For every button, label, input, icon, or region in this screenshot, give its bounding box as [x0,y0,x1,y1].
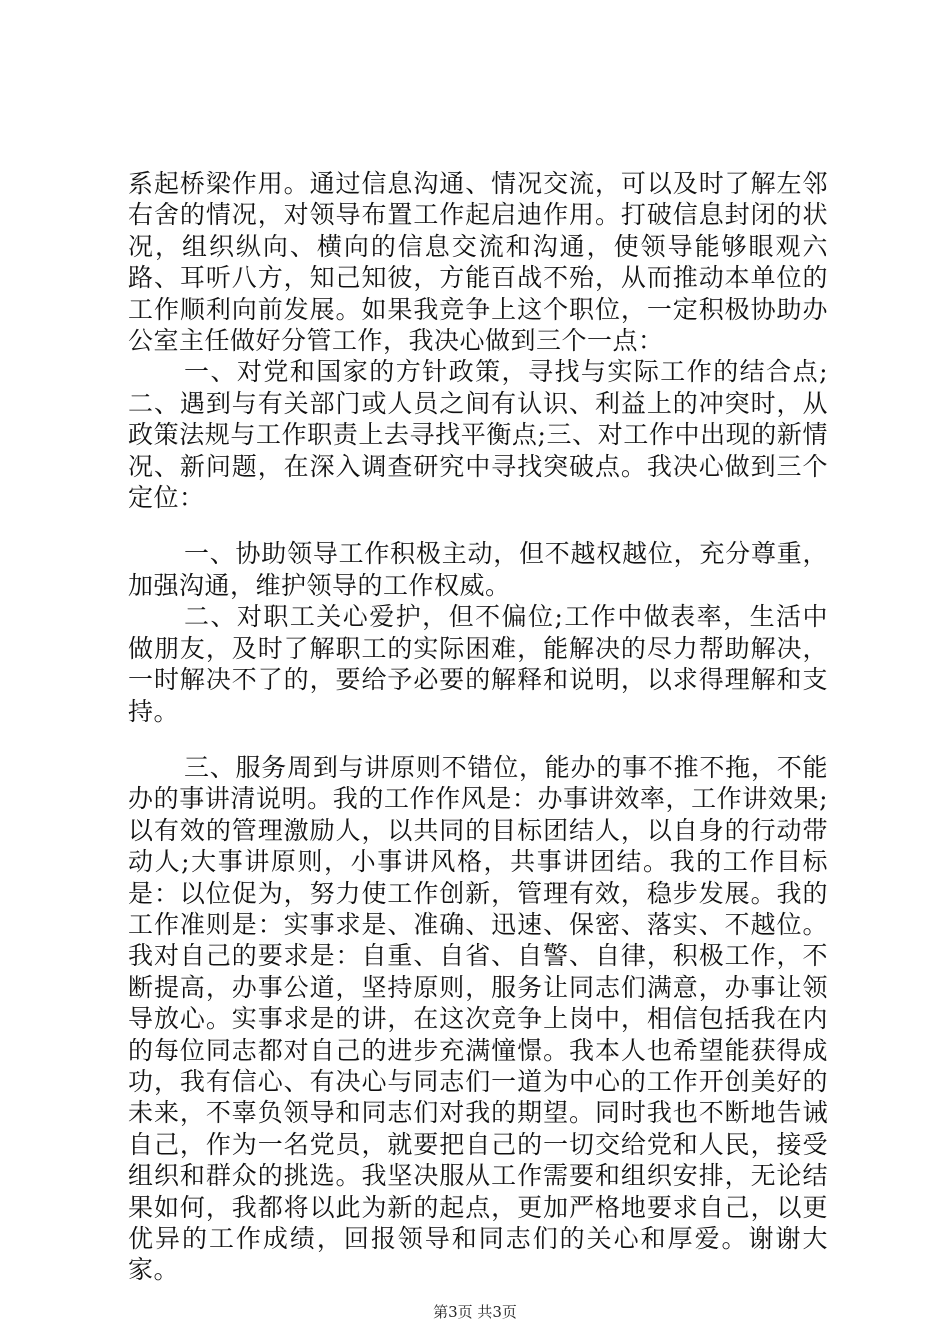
paragraph-position-one: 一、协助领导工作积极主动，但不越权越位，充分尊重，加强沟通，维护领导的工作权威。 [128,539,828,600]
paragraph-position-two: 二、对职工关心爱护，但不偏位;工作中做表率，生活中做朋友，及时了解职工的实际困难，能解决的尽力帮助解决，一时解决不了的，要给予必要的解释和说明，以求得理解和支持。 [128,602,828,726]
paragraph-position-three: 三、服务周到与讲原则不错位，能办的事不推不拖，不能办的事讲清说明。我的工作作风是：办事讲效率，工作讲效果;以有效的管理激励人，以共同的目标团结人，以自身的行动带动人;大事讲原则，小事讲风格，共事讲团结。我的工作目标是：以位促为，努力使工作创新，管理有效，稳步发展。我的工作准则是：实事求是、准确、迅速、保密、落实、不越位。我对自己的要求是：自重、自省、自警、自律，积极工作，不断提高，办事公道，坚持原则，服务让同志们满意，办事让领导放心。实事求是的讲，在这次竞争上岗中，相信包括我在内的每位同志都对自己的进步充满憧憬。我本人也希望能获得成功，我有信心、有决心与同志们一道为中心的工作开创美好的未来，不辜负领导和同志们对我的期望。同时我也不断地告诫自己，作为一名党员，就要把自己的一切交给党和人民，接受组织和群众的挑选。我坚决服从工作需要和组织安排，无论结果如何，我都将以此为新的起点，更加严格地要求自己，以更优异的工作成绩，回报领导和同志们的关心和厚爱。谢谢大家。 [128,752,828,1285]
page-footer: 第3页 共3页 [433,1303,517,1321]
document-body [128,168,828,1286]
paragraph-continuation: 系起桥梁作用。通过信息沟通、情况交流，可以及时了解左邻右舍的情况，对领导布置工作起启迪作用。打破信息封闭的状况，组织纵向、横向的信息交流和沟通，使领导能够眼观六路、耳听八方，知己知彼，方能百战不殆，从而推动本单位的工作顺利向前发展。如果我竞争上这个职位，一定积极协助办公室主任做好分管工作，我决心做到三个一点： [128,169,828,356]
paragraph-three-points: 一、对党和国家的方针政策，寻找与实际工作的结合点;二、遇到与有关部门或人员之间有认识、利益上的冲突时，从政策法规与工作职责上去寻找平衡点;三、对工作中出现的新情况、新问题，在深入调查研究中寻找突破点。我决心做到三个定位： [128,357,828,513]
